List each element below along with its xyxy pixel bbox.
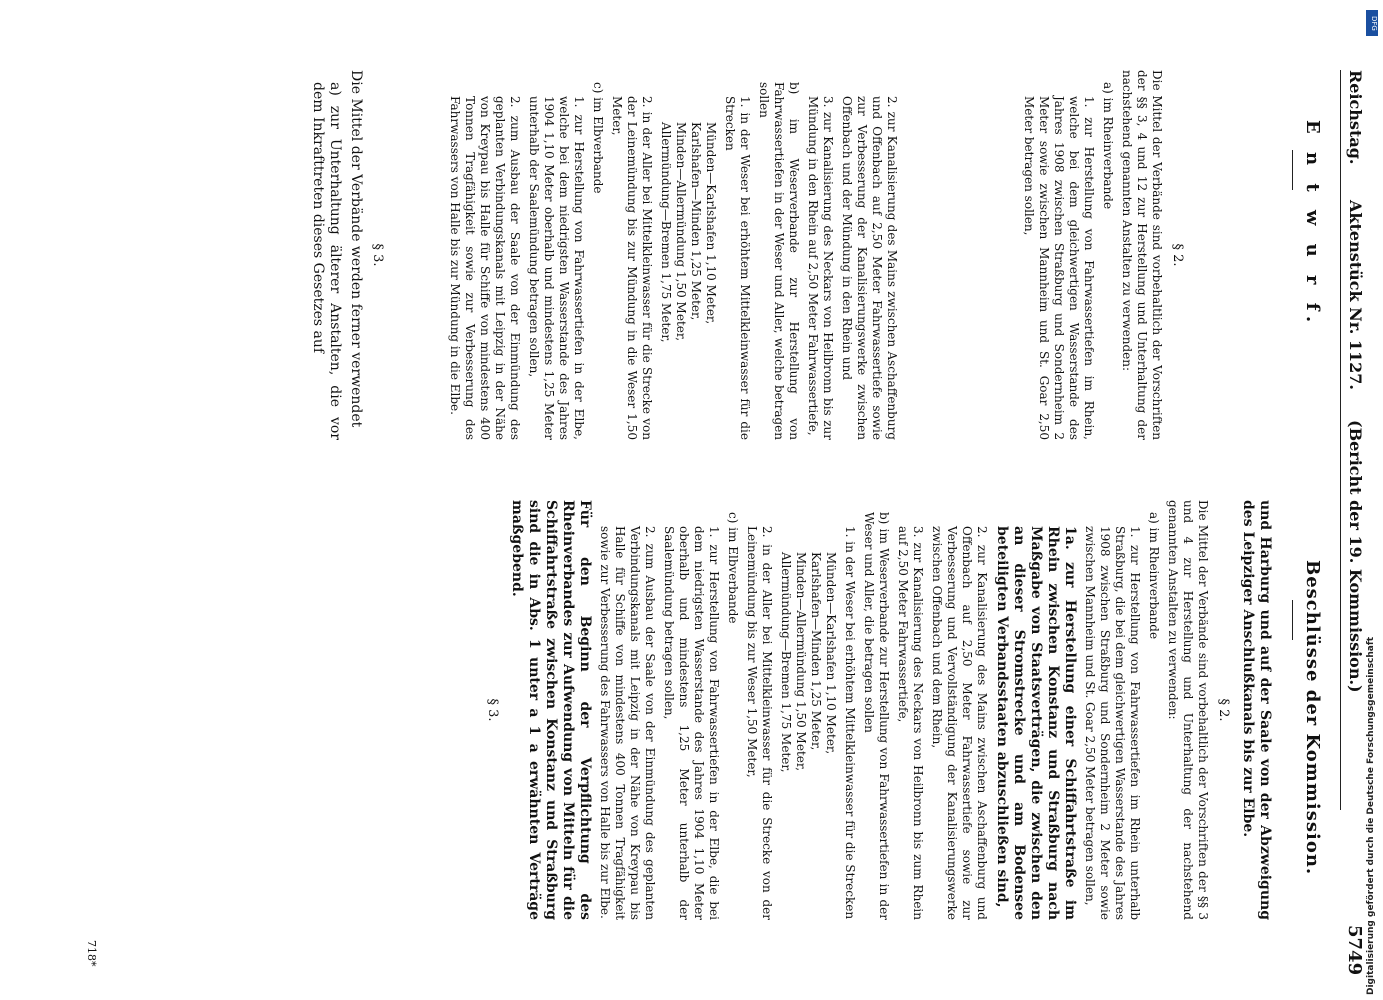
left-b1-line-3: Minden—Allermündung 1,50 Meter, (674, 122, 688, 342)
right-a1: 1. zur Herstellung von Fahrwassertiefen im Rhein unterhalb Straßburg, die bei dem gleichwertigen Wasserstande des Jahres 1908 zwischen Straßburg und Sondernheim 2 Meter sowie zwischen Mannheim und St. Goar 2,50 Meter betragen sollen, (1083, 526, 1142, 920)
left-column-heading: E n t w u r f. (1302, 120, 1323, 329)
left-a2: 2. zur Kanalisierung des Mains zwischen Aschaffenburg und Offenbach auf 2,50 Meter Fahrwassertiefe sowie zur Verbesserung der Kanalisierungswerke zwischen Offenbach und der Mündung in den Rhein und (840, 96, 899, 440)
right-top-bold: und Harburg und auf der Saale von der Abzweigung des Leipziger Anschlußkanals bis zur Elbe. (1240, 500, 1273, 920)
left-section-3-title: § 3. (370, 243, 385, 267)
right-a-title: a) im Rheinverbande (1147, 512, 1161, 640)
header-left: Reichstag. (1346, 70, 1365, 165)
right-a2: 2. zur Kanalisierung des Mains zwischen Aschaffenburg und Offenbach auf 2,50 Meter Fahrwassertiefe sowie zur Verbesserung und Vervollständigung der Kanalisierungswerke zwischen Offenbach und dem Rhein, (930, 526, 989, 920)
left-s3a: a) zur Unterhaltung älterer Anstalten, die vor dem Inkrafttreten dieses Gesetzes auf (310, 82, 343, 440)
dfg-logo: DFG (1366, 10, 1378, 36)
left-c-title: c) im Elbverbande (591, 82, 605, 194)
left-heading-rule (1292, 150, 1293, 190)
page-header (1339, 0, 1365, 1000)
header-rule (1340, 70, 1341, 810)
left-section-2-title: § 2. (1170, 243, 1185, 267)
right-b2: 2. in der Aller bei Mittelkleinwasser für die Strecke von der Leinemündung bis zur Weser 1,50 Meter, (745, 526, 774, 920)
dfg-credit-text: Digitalisierung gefördert durch die Deutsche Forschungsgemeinschaft (1366, 636, 1376, 995)
left-c1: 1. zur Herstellung von Fahrwassertiefen in der Elbe, welche bei dem niedrigsten Wasserstande des Jahres 1904 1,10 Meter oberhalb und mindestens 1,25 Meter unterhalb der Saalemündung betragen sollen, (527, 96, 586, 440)
right-b1-line-3: Minden—Allermündung 1,50 Meter, (794, 552, 808, 772)
right-c2: 2. zum Ausbau der Saale von der Einmündung des geplanten Verbindungskanals mit Leipzig in der Nähe von Kreypau bis Halle für Schiffe von mindestens 400 Tonnen Tragfähigkeit sowie zur Verbesserung des Fahrwassers von Halle bis zur Elbe. (598, 526, 657, 920)
left-c2: 2. zum Ausbau der Saale von der Einmündung des geplanten Verbindungskanals mit Leipzig in der Nähe von Kreypau bis Halle für Schiffe von mindestens 400 Tonnen Tragfähigkeit sowie zur Verbesserung des Fahrwassers von Halle bis zur Mündung in die Elbe. (448, 96, 522, 440)
right-column-heading: Beschlüsse der Kommission. (1302, 560, 1323, 876)
right-b1: 1. in der Weser bei erhöhtem Mittelkleinwasser für die Strecken (843, 526, 857, 920)
right-section-3-title: § 3. (485, 698, 500, 722)
left-b1-line-2: Karlshafen—Minden 1,25 Meter, (689, 122, 703, 321)
left-b-title: b) im Weserverbande zur Herstellung von Fahrwassertiefen in der Weser und Aller, welche betragen sollen (757, 82, 801, 440)
left-b2: 2. in der Aller bei Mittelkleinwasser für die Strecke von der Leinemündung bis zur Mündung in die Weser 1,50 Meter, (610, 96, 654, 440)
right-heading-rule (1292, 600, 1293, 640)
right-b1-line-1: Münden—Karlshafen 1,10 Meter, (824, 552, 838, 755)
right-c-title: c) im Elbverbande (726, 512, 740, 624)
left-column (305, 70, 1193, 440)
right-closing-bold: Für den Beginn der Verpflichtung des Rheinverbandes zur Aufwendung von Mitteln für die Schiffahrtstraße zwischen Konstanz und Straßburg sind die in Abs. 1 unter a 1 a erwähnten Verträge maßgebend. (509, 500, 593, 920)
right-a1a: 1a. zur Herstellung einer Schiffahrtstraße im Rhein zwischen Konstanz und Straßburg nach Maßgabe von Staatsverträgen, die zwischen den an dieser Stromstrecke und am Bodensee beteiligten Verbandsstaaten abzuschließen sind, (994, 526, 1078, 920)
right-c1: 1. zur Herstellung von Fahrwassertiefen in der Elbe, die bei dem niedrigsten Wasserstande des Jahres 1904 1,10 Meter oberhalb und mindestens 1,25 Meter unterhalb der Saalemündung betragen sollen, (662, 526, 721, 920)
right-column (479, 500, 1273, 920)
left-a-title: a) im Rheinverbande (1101, 82, 1115, 210)
page-number: 5749 (1344, 925, 1365, 976)
left-a3: 3. zur Kanalisierung des Neckars von Heilbronn bis zur Mündung in den Rhein auf 2,50 Meter Fahrwassertiefe, (806, 96, 835, 440)
header-center-2: (Bericht der 19. Kommission.) (1346, 420, 1365, 693)
footer-mark: 718* (85, 940, 98, 967)
left-section-3-text: Die Mittel der Verbände werden ferner verwendet (348, 70, 364, 428)
left-a1: 1. zur Herstellung von Fahrwassertiefen im Rhein, welche bei dem gleichwertigen Wasserstande des Jahres 1908 zwischen Straßburg und Sondernheim 2 Meter sowie zwischen Mannheim und St. Goar 2,50 Meter betragen sollen, (1022, 96, 1096, 440)
right-a3: 3. zur Kanalisierung des Neckars von Heilbronn bis zum Rhein auf 2,50 Meter Fahrwassertiefe, (896, 526, 925, 920)
right-b1-line-2: Karlshafen—Minden 1,25 Meter, (809, 552, 823, 751)
right-intro: Die Mittel der Verbände sind vorbehaltlich der Vorschriften der §§ 3 und 4 zur Herstellung und Unterhaltung der nachstehend genannten Anstalten zu verwenden: (1166, 500, 1210, 920)
right-b1-line-4: Allermündung—Bremen 1,75 Meter, (779, 552, 793, 773)
left-intro: Die Mittel der Verbände sind vorbehaltlich der Vorschriften der §§ 3, 4 und 12 zur Herstellung und Unterhaltung der nachstehend genannten Anstalten zu verwenden: (1120, 70, 1164, 440)
left-b1-line-4: Allermündung—Bremen 1,75 Meter, (659, 122, 673, 343)
right-section-2-title: § 2. (1216, 698, 1231, 722)
left-b1-line-1: Münden—Karlshafen 1,10 Meter, (704, 122, 718, 325)
right-b-title: b) im Weserverbande zur Herstellung von Fahrwassertiefen in der Weser und Aller, die betragen sollen (862, 512, 891, 920)
header-center-1: Aktenstück Nr. 1127. (1346, 200, 1365, 390)
left-b1: 1. in der Weser bei erhöhtem Mittelkleinwasser für die Strecken (723, 96, 752, 440)
